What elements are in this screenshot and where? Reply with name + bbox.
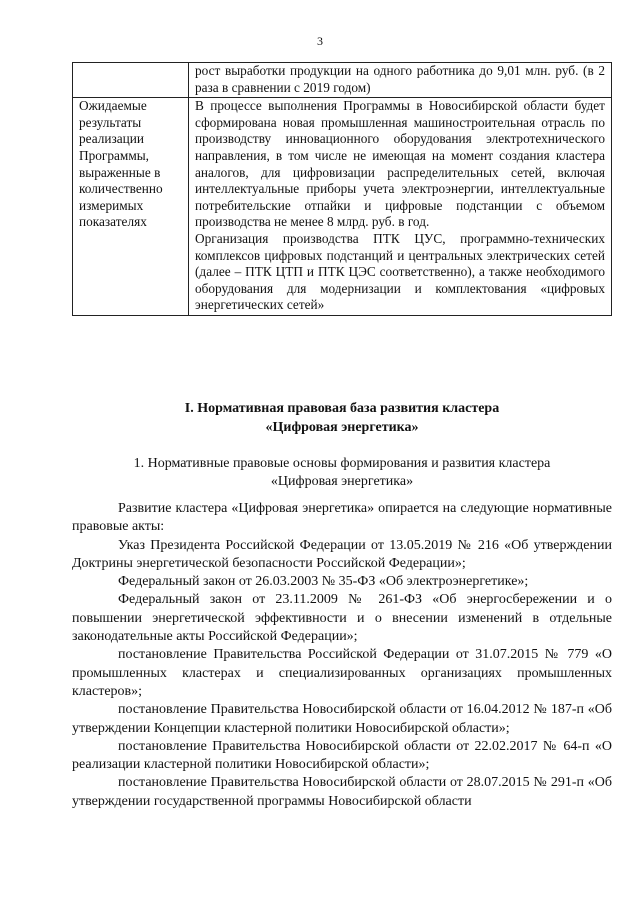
body-paragraph: постановление Правительства Новосибирской области от 16.04.2012 № 187-п «Об утверждении Концепции кластерной политики Новосибирской области»; — [72, 702, 612, 736]
section-title-line: «Цифровая энергетика» — [265, 419, 419, 435]
subsection-title-line: 1. Нормативные правовые основы формирования и развития кластера — [133, 456, 551, 471]
table-row — [73, 63, 612, 98]
table-cell-value — [189, 63, 612, 98]
section-title — [72, 400, 612, 437]
table-paragraph: рост выработки продукции на одного работника до 9,01 млн. руб. (в 2 раза в сравнении с 2019 годом) — [195, 63, 605, 95]
body-paragraph: Развитие кластера «Цифровая энергетика» опирается на следующие нормативные правовые акты: — [72, 501, 612, 535]
body-paragraph: Федеральный закон от 23.11.2009 № 261-ФЗ «Об энергосбережении и о повышении энергетической эффективности и о внесении изменений в отдельные законодательные акты Российской Федерации»; — [72, 592, 612, 645]
program-summary-table — [72, 62, 612, 316]
subsection-title-line: «Цифровая энергетика» — [270, 474, 414, 489]
page-number: 3 — [317, 34, 323, 48]
body-paragraph: постановление Правительства Российской Федерации от 31.07.2015 № 779 «О промышленных кластерах и специализированных организациях промышленных кластеров»; — [72, 647, 612, 699]
body-paragraph: постановление Правительства Новосибирской области от 28.07.2015 № 291-п «Об утверждении государственной программы Новосибирской области — [72, 775, 612, 809]
table-paragraph: В процессе выполнения Программы в Новосибирской области будет сформирована новая промышленная машиностроительная отрасль по производству инновационного оборудования электротехнического направления, в том числе не имеющая на момент создания кластера аналогов, для цифровизации распределительных сетей, включая интеллектуальные приборы учета электроэнергии, интеллектуальные потребительские отпайки и цифровые подстанции с объемом производства не менее 8 млрд. руб. в год. — [195, 98, 605, 230]
body-paragraph: Федеральный закон от 26.03.2003 № 35-ФЗ «Об электроэнергетике»; — [118, 574, 529, 590]
table-cell-value — [189, 98, 612, 316]
body-paragraph: Указ Президента Российской Федерации от 13.05.2019 № 216 «Об утверждении Доктрины энергетической безопасности Российской Федерации»; — [72, 537, 612, 571]
section-title-line: I. Нормативная правовая база развития кластера — [184, 401, 500, 416]
body-text — [72, 500, 612, 811]
subsection-title — [72, 455, 612, 491]
table-cell-empty — [73, 63, 189, 98]
table-paragraph: Организация производства ПТК ЦУС, программно-технических комплексов цифровых подстанций и центральных электрических сетей (далее – ПТК ЦТП и ПТК ЦЭС соответственно), а также необходимого оборудования для модернизации и комплектования «цифровых энергетических сетей» — [195, 230, 605, 313]
table-row — [73, 98, 612, 316]
table-cell-label: Ожидаемые результаты реализации Программы, выраженные в количественно измеримых показателях — [73, 98, 189, 316]
body-paragraph: постановление Правительства Новосибирской области от 22.02.2017 № 64-п «О реализации кластерной политики Новосибирской области»; — [72, 738, 612, 773]
